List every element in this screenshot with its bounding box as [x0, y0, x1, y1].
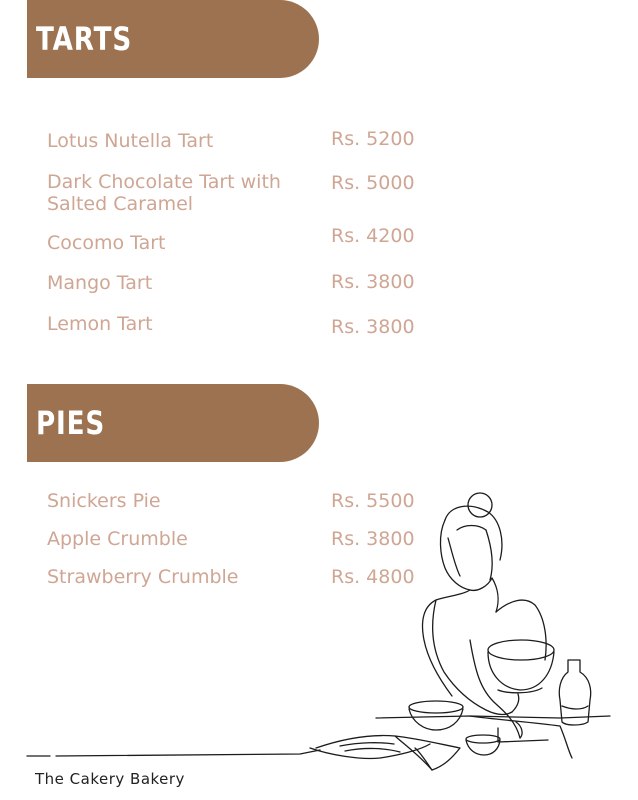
menu-item-name: Mango Tart	[47, 272, 153, 294]
menu-item-price: Rs. 5500	[331, 490, 415, 512]
brand-footer: The Cakery Bakery	[35, 770, 185, 788]
tarts-section-header	[27, 0, 319, 78]
menu-item-name: Lotus Nutella Tart	[47, 130, 214, 152]
menu-item-name: Apple Crumble	[47, 528, 188, 550]
menu-item-name: Strawberry Crumble	[47, 566, 239, 588]
menu-item-price: Rs. 3800	[331, 528, 415, 550]
menu-item-price: Rs. 4800	[331, 566, 415, 588]
menu-item-name: Snickers Pie	[47, 490, 161, 512]
menu-item-price: Rs. 5200	[331, 128, 415, 150]
tarts-section-title: TARTS	[36, 20, 133, 58]
menu-item-price: Rs. 4200	[331, 225, 415, 247]
menu-item-name: Dark Chocolate Tart with	[47, 171, 281, 193]
menu-item-price: Rs. 3800	[331, 316, 415, 338]
pies-section-title: PIES	[36, 404, 106, 442]
menu-item-name-continued: Salted Caramel	[47, 193, 194, 215]
menu-item-price: Rs. 3800	[331, 271, 415, 293]
menu-item-name: Cocomo Tart	[47, 232, 166, 254]
menu-item-price: Rs. 5000	[331, 172, 415, 194]
pies-section-header	[27, 384, 319, 462]
menu-item-name: Lemon Tart	[47, 313, 153, 335]
